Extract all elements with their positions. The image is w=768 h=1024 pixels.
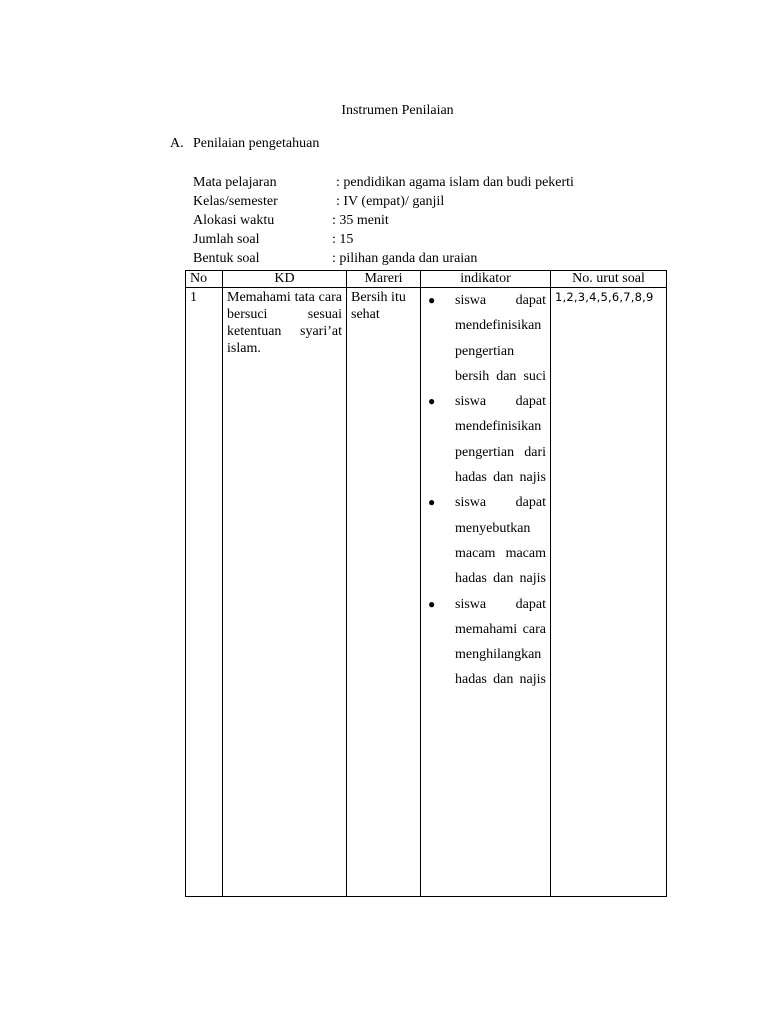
materi-text: Bersih itu sehat xyxy=(351,290,406,322)
cell-materi xyxy=(347,288,421,897)
row-number: 1 xyxy=(190,290,197,305)
info-value: : IV (empat)/ ganjil xyxy=(336,194,445,209)
info-value: : 15 xyxy=(332,232,354,247)
section-heading xyxy=(170,136,319,152)
bullet-icon: ● xyxy=(428,495,436,510)
indicator-text: siswa dapat memahami cara menghilangkan hadas dan najis xyxy=(455,596,546,688)
indicator-text: siswa dapat mendefinisikan pengertian bersih dan suci xyxy=(455,293,546,384)
list-item xyxy=(425,389,546,490)
list-item xyxy=(425,592,546,693)
indicator-text: siswa dapat menyebutkan macam macam hadas dan najis xyxy=(455,495,546,587)
header-materi: Mareri xyxy=(347,271,421,288)
bullet-icon: ● xyxy=(428,596,436,611)
table-row xyxy=(186,288,667,897)
info-label: Mata pelajaran xyxy=(193,175,277,190)
question-numbers: 1,2,3,4,5,6,7,8,9 xyxy=(555,290,654,304)
info-label: Kelas/semester xyxy=(193,194,278,209)
info-label: Jumlah soal xyxy=(193,232,260,247)
cell-no-urut-soal xyxy=(551,288,667,897)
header-no-urut-soal: No. urut soal xyxy=(551,271,667,288)
info-value: : pendidikan agama islam dan budi pekerti xyxy=(336,175,574,190)
header-kd: KD xyxy=(223,271,347,288)
indicator-text: siswa dapat mendefinisikan pengertian dari hadas dan najis xyxy=(455,394,546,486)
bullet-icon: ● xyxy=(428,293,436,307)
kd-text: Memahami tata cara bersuci sesuai ketentuan syari’at islam. xyxy=(227,290,342,356)
header-indikator: indikator xyxy=(421,271,551,288)
indicator-list xyxy=(425,288,546,693)
info-value: : pilihan ganda dan uraian xyxy=(332,251,478,266)
info-label: Bentuk soal xyxy=(193,251,260,266)
table-header-row xyxy=(186,271,667,288)
list-item xyxy=(425,288,546,389)
bullet-icon: ● xyxy=(428,394,436,409)
cell-indikator xyxy=(421,288,551,897)
page-title: Instrumen Penilaian xyxy=(341,103,454,118)
cell-no xyxy=(186,288,223,897)
assessment-table xyxy=(185,270,667,897)
header-no: No xyxy=(186,271,223,288)
info-value: : 35 menit xyxy=(332,213,389,228)
cell-kd xyxy=(223,288,347,897)
section-letter: A. xyxy=(170,136,184,151)
section-heading-text: Penilaian pengetahuan xyxy=(193,136,320,151)
info-label: Alokasi waktu xyxy=(193,213,275,228)
list-item xyxy=(425,490,546,591)
